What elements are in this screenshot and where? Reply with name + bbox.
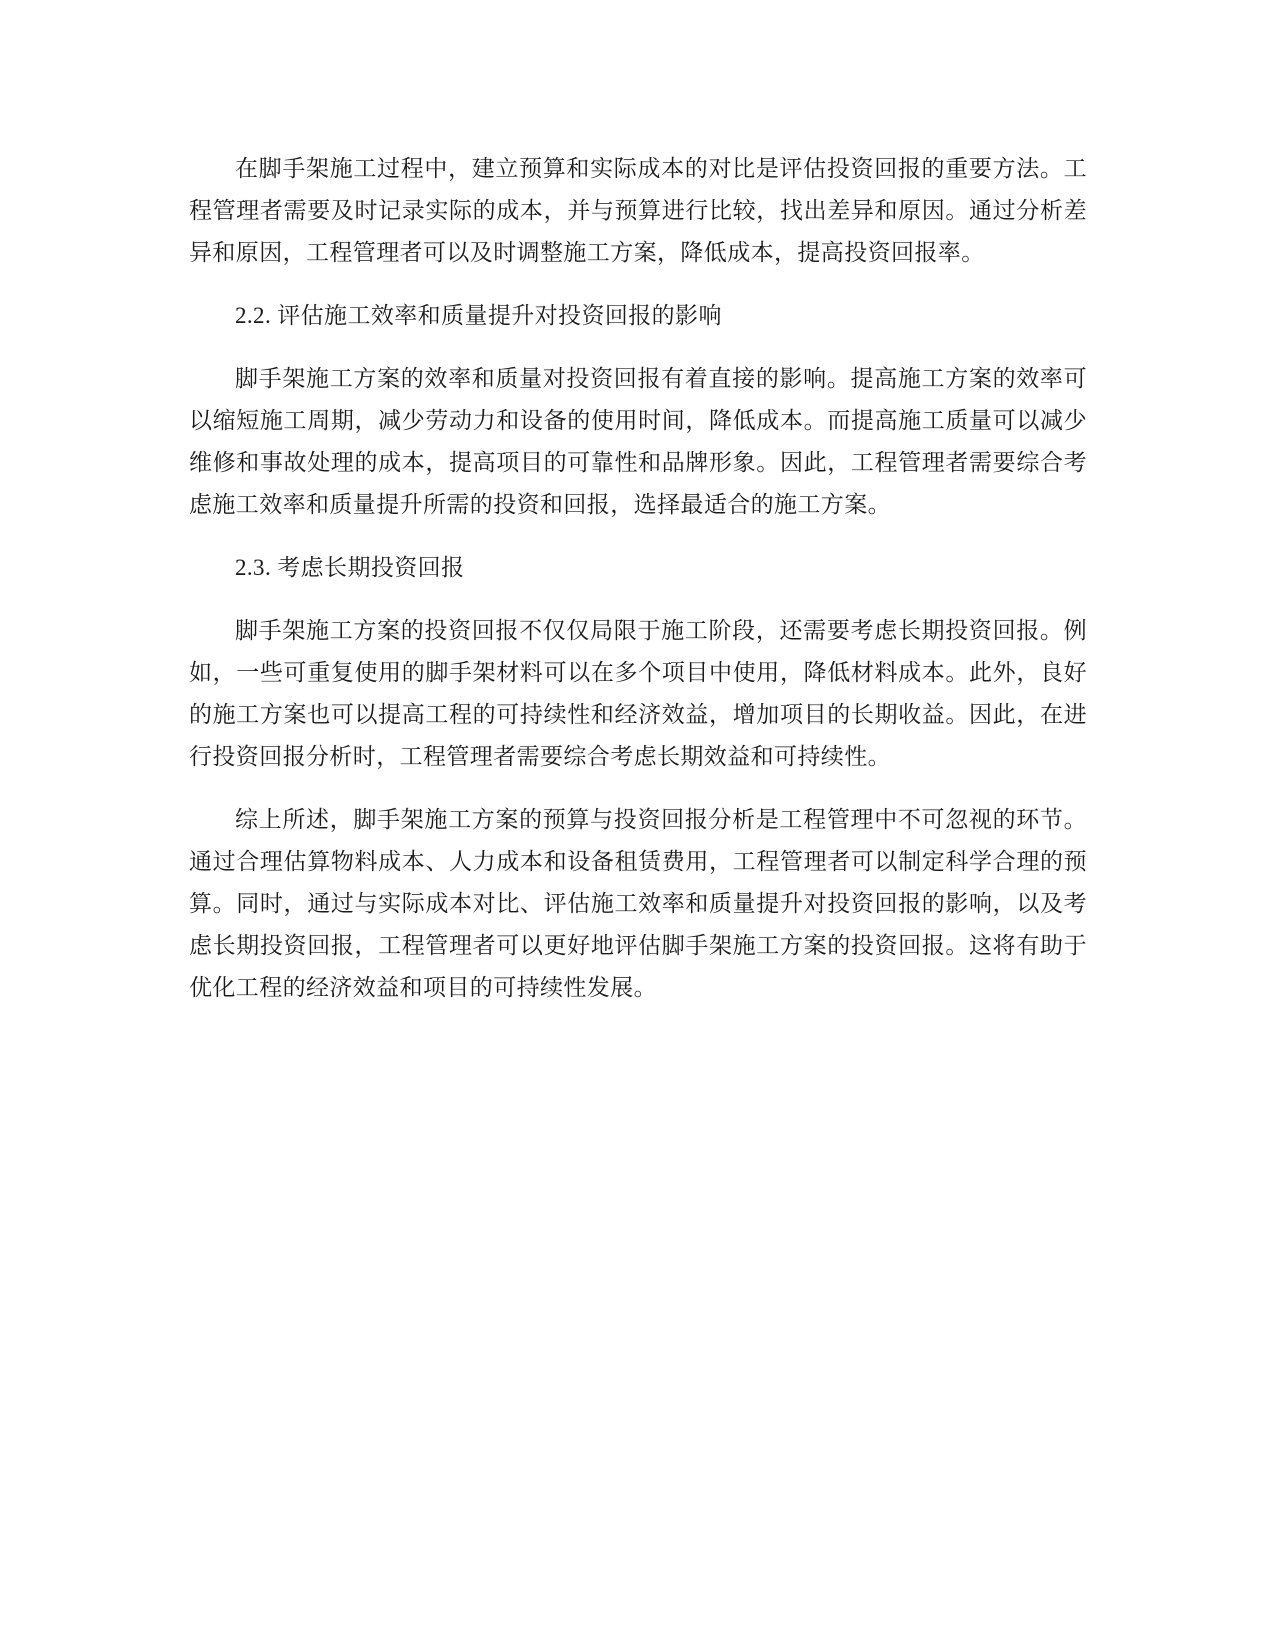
- paragraph-budget-comparison: 在脚手架施工过程中，建立预算和实际成本的对比是评估投资回报的重要方法。工程管理者需要及时记录实际的成本，并与预算进行比较，找出差异和原因。通过分析差异和原因，工程管理者可以及时调整施工方案，降低成本，提高投资回报率。: [189, 156, 1087, 266]
- section-heading-2-3: 2.3. 考虑长期投资回报: [235, 555, 465, 580]
- section-heading-2-2: 2.2. 评估施工效率和质量提升对投资回报的影响: [235, 303, 722, 328]
- document-body: [189, 148, 1087, 1030]
- paragraph-efficiency-quality: 脚手架施工方案的效率和质量对投资回报有着直接的影响。提高施工方案的效率可以缩短施工周期，减少劳动力和设备的使用时间，降低成本。而提高施工质量可以减少维修和事故处理的成本，提高项目的可靠性和品牌形象。因此，工程管理者需要综合考虑施工效率和质量提升所需的投资和回报，选择最适合的施工方案。: [189, 366, 1087, 518]
- paragraph-conclusion: 综上所述，脚手架施工方案的预算与投资回报分析是工程管理中不可忽视的环节。通过合理估算物料成本、人力成本和设备租赁费用，工程管理者可以制定科学合理的预算。同时，通过与实际成本对比、评估施工效率和质量提升对投资回报的影响，以及考虑长期投资回报，工程管理者可以更好地评估脚手架施工方案的投资回报。这将有助于优化工程的经济效益和项目的可持续性发展。: [189, 807, 1087, 1001]
- paragraph-long-term-return: 脚手架施工方案的投资回报不仅仅局限于施工阶段，还需要考虑长期投资回报。例如，一些可重复使用的脚手架材料可以在多个项目中使用，降低材料成本。此外，良好的施工方案也可以提高工程的可持续性和经济效益，增加项目的长期收益。因此，在进行投资回报分析时，工程管理者需要综合考虑长期效益和可持续性。: [189, 618, 1087, 770]
